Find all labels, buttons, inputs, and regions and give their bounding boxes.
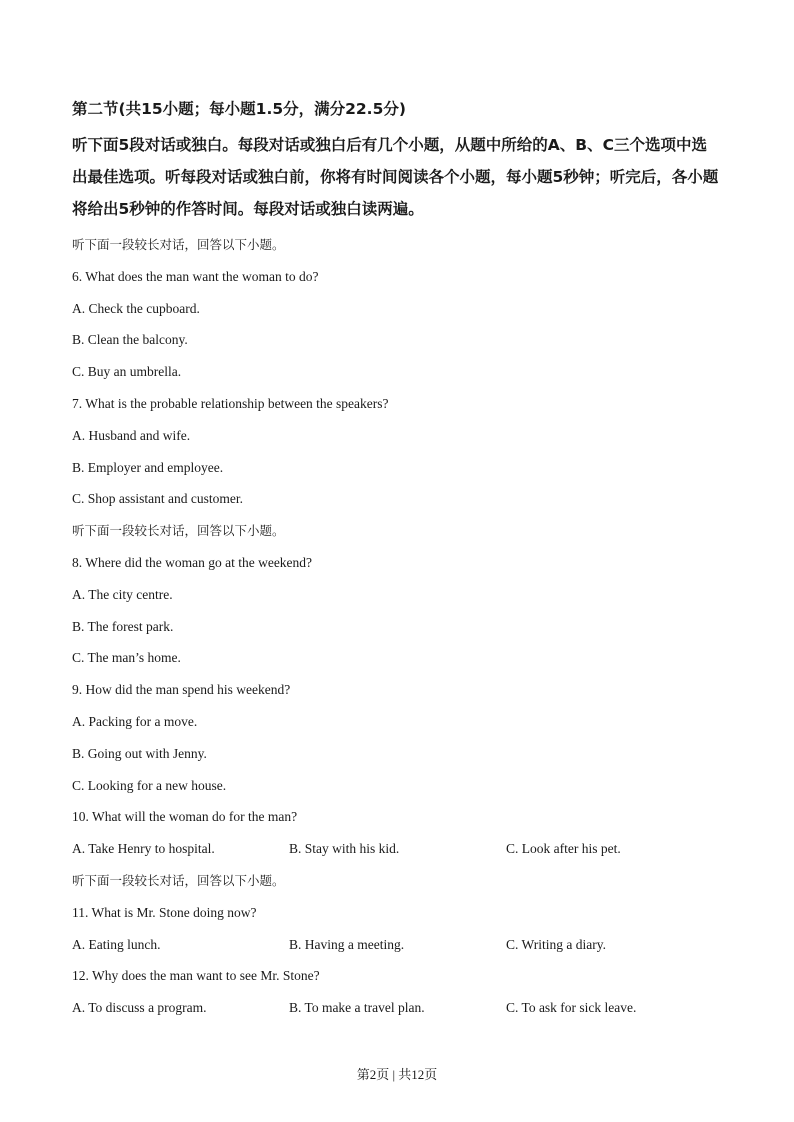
question-8-option-b: B. The forest park. — [72, 618, 174, 634]
dialog-intro-1: 听下面一段较长对话，回答以下小题。 — [72, 237, 285, 252]
question-11-option-b: B. Having a meeting. — [289, 936, 405, 952]
question-6-stem: 6. What does the man want the woman to do? — [72, 268, 319, 284]
question-12-stem: 12. Why does the man want to see Mr. Stone? — [72, 968, 320, 984]
question-11-option-a: A. Eating lunch. — [72, 936, 161, 952]
exam-page-content — [72, 98, 722, 1024]
question-9-option-c: C. Looking for a new house. — [72, 777, 227, 793]
question-9-option-b: B. Going out with Jenny. — [72, 745, 207, 761]
question-8-stem: 8. Where did the woman go at the weekend? — [72, 554, 313, 570]
question-11-stem: 11. What is Mr. Stone doing now? — [72, 904, 257, 920]
question-6-option-a: A. Check the cupboard. — [72, 300, 200, 316]
question-12-option-c: C. To ask for sick leave. — [506, 1000, 637, 1016]
question-12-option-a: A. To discuss a program. — [72, 1000, 207, 1016]
question-7-option-a: A. Husband and wife. — [72, 427, 191, 443]
question-6-option-c: C. Buy an umbrella. — [72, 364, 182, 380]
question-7-stem: 7. What is the probable relationship between the speakers? — [72, 395, 389, 411]
question-10-options — [72, 833, 722, 865]
question-12-option-b: B. To make a travel plan. — [289, 1000, 425, 1016]
section-instructions: 听下面5段对话或独白。每段对话或独白后有几个小题，从题中所给的A、B、C三个选项中选出最佳选项。听每段对话或独白前，你将有时间阅读各个小题，每小题5秒钟；听完后，各小题将给出5秒钟的作答时间。每段对话或独白读两遍。 — [72, 136, 719, 218]
question-11-options — [72, 929, 722, 961]
question-12-options — [72, 992, 722, 1024]
question-7-option-c: C. Shop assistant and customer. — [72, 491, 243, 507]
question-10-option-c: C. Look after his pet. — [506, 841, 621, 857]
question-11-option-c: C. Writing a diary. — [506, 936, 606, 952]
dialog-intro-3: 听下面一段较长对话，回答以下小题。 — [72, 872, 285, 888]
question-9-stem: 9. How did the man spend his weekend? — [72, 682, 291, 698]
question-10-stem: 10. What will the woman do for the man? — [72, 809, 298, 825]
question-8-option-c: C. The man’s home. — [72, 650, 181, 666]
question-6-option-b: B. Clean the balcony. — [72, 332, 188, 348]
dialog-intro-2: 听下面一段较长对话，回答以下小题。 — [72, 523, 285, 539]
question-10-option-a: A. Take Henry to hospital. — [72, 841, 215, 857]
question-7-option-b: B. Employer and employee. — [72, 459, 224, 475]
page-footer: 第2页 | 共12页 — [356, 1067, 438, 1082]
question-9-option-a: A. Packing for a move. — [72, 713, 198, 729]
question-10-option-b: B. Stay with his kid. — [289, 841, 400, 857]
section-title: 第二节(共15小题；每小题1.5分，满分22.5分) — [72, 100, 406, 118]
question-8-option-a: A. The city centre. — [72, 586, 173, 602]
